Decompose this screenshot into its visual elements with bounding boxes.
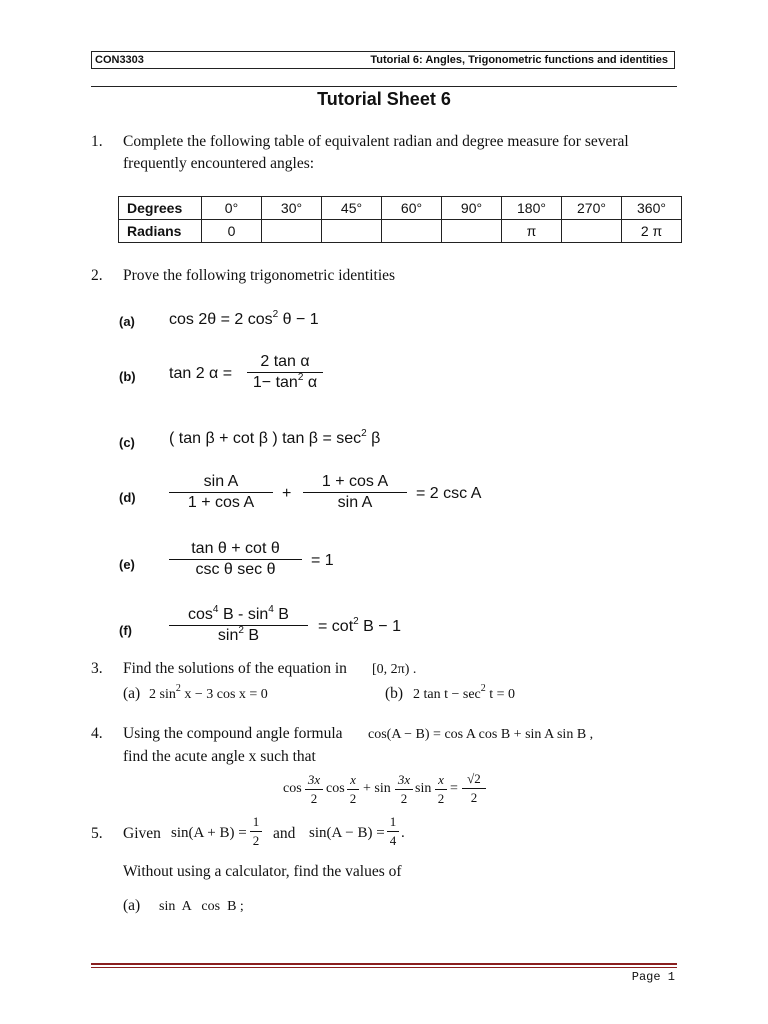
- q5a-expression: sin A cos B ;: [159, 899, 244, 914]
- q2c-label: (c): [119, 435, 135, 450]
- q4-rhs-fraction: √2 2: [462, 771, 486, 806]
- rad-cell: [562, 220, 622, 243]
- footer-rule-thin: [91, 967, 677, 968]
- q4-frac2: x 2: [347, 772, 359, 807]
- radians-row: [119, 220, 682, 243]
- q3a-expression: 2 $\sin^2 x - 3$ cos x = 0: [149, 683, 268, 702]
- degrees-row: [119, 197, 682, 220]
- q4-equals: =: [450, 781, 458, 796]
- q2b-label: (b): [119, 369, 136, 384]
- deg-cell: 180°: [502, 197, 562, 220]
- angle-table: [118, 196, 682, 243]
- q2d-rhs: = 2 csc A: [416, 485, 482, 502]
- q2-text: Prove the following trigonometric identities: [123, 267, 396, 284]
- q2c-expression: ( tan β + cot β ) $\tan \beta = \sec^2 \beta$: [169, 428, 381, 447]
- q3-interval: [0, 2π) .: [372, 662, 417, 677]
- rad-cell: [442, 220, 502, 243]
- q2f-label: (f): [119, 623, 132, 638]
- radians-header: Radians: [119, 220, 202, 243]
- q4-number: 4.: [91, 725, 103, 742]
- q4-plus-sin: + sin: [363, 781, 391, 796]
- rad-cell: 0: [202, 220, 262, 243]
- q4-formula: cos(A − B) = cos A cos B + sin A sin B ,: [368, 727, 594, 742]
- q2e-fraction: tan θ + cot θ csc θ sec θ: [169, 540, 302, 579]
- q2-number: 2.: [91, 267, 103, 284]
- q3b-label: (b): [385, 685, 404, 702]
- q5-text2: Without using a calculator, find the values of: [123, 863, 402, 880]
- degrees-header: Degrees: [119, 197, 202, 220]
- q2d-label: (d): [119, 490, 136, 505]
- deg-cell: 90°: [442, 197, 502, 220]
- q4-cos2: cos: [326, 781, 345, 796]
- q3-text: Find the solutions of the equation in: [123, 660, 347, 677]
- q4-frac1: 3x 2: [305, 772, 323, 807]
- q4-frac4: x 2: [435, 772, 447, 807]
- deg-cell: 60°: [382, 197, 442, 220]
- footer-rule-thick: [91, 963, 677, 965]
- q3a-label: (a): [123, 685, 141, 702]
- q4-frac3: 3x 2: [395, 772, 413, 807]
- q5-period: .: [401, 825, 405, 841]
- q2b-fraction: 2 tan α $1- \tan^2 \alpha$: [247, 353, 323, 392]
- rad-cell: [262, 220, 322, 243]
- q3b-expression: 2 $\tan t - \sec^2 t = 0$: [413, 683, 516, 702]
- page-title: Tutorial Sheet 6: [317, 89, 451, 109]
- q5-expr1: sin(A + B) =: [171, 825, 247, 841]
- q5-number: 5.: [91, 825, 103, 842]
- deg-cell: 270°: [562, 197, 622, 220]
- q5-expr2: sin(A − B) =: [309, 825, 385, 841]
- q2e-rhs: = 1: [311, 552, 334, 569]
- deg-cell: 45°: [322, 197, 382, 220]
- q1-number: 1.: [91, 133, 103, 150]
- q3-number: 3.: [91, 660, 103, 677]
- page-number: Page 1: [631, 970, 675, 984]
- rad-cell: π: [502, 220, 562, 243]
- course-code: CON3303: [95, 54, 144, 66]
- q5-and: and: [273, 825, 296, 842]
- rad-cell: 2 π: [622, 220, 682, 243]
- q2a-expression: cos 2θ = 2 $\cos^2 \theta - 1$: [169, 309, 319, 328]
- q5-frac2: 1 4: [387, 814, 399, 849]
- q4-cos1: cos: [283, 781, 302, 796]
- deg-cell: 0°: [202, 197, 262, 220]
- q2b-lhs: tan 2 α =: [169, 365, 233, 382]
- header-rule: [91, 86, 677, 87]
- deg-cell: 30°: [262, 197, 322, 220]
- q4-sin2: sin: [415, 781, 432, 796]
- rad-cell: [322, 220, 382, 243]
- q2d-fraction-2: 1 + cos A sin A: [303, 473, 407, 512]
- q5a-label: (a): [123, 897, 141, 914]
- tutorial-heading: Tutorial 6: Angles, Trigonometric functions and identities: [370, 54, 668, 66]
- deg-cell: 360°: [622, 197, 682, 220]
- q2a-label: (a): [119, 314, 135, 329]
- q2f-rhs: = $\cot^2 B - 1$: [318, 616, 401, 635]
- q5-frac1: 1 2: [250, 814, 262, 849]
- q5-given: Given: [123, 825, 161, 842]
- q2d-fraction-1: sin A 1 + cos A: [169, 473, 273, 512]
- q2d-plus: +: [282, 485, 292, 502]
- q2f-fraction: $\cos^4 B - \sin^4 B$ $\sin^2 B$: [169, 606, 308, 645]
- q2e-label: (e): [119, 557, 135, 572]
- rad-cell: [382, 220, 442, 243]
- q4-text2: find the acute angle x such that: [123, 748, 316, 765]
- q4-text: Using the compound angle formula: [123, 725, 343, 742]
- q1-text-line2: frequently encountered angles:: [123, 155, 315, 172]
- header-box: [91, 51, 675, 69]
- q1-text-line1: Complete the following table of equivalent radian and degree measure for several: [123, 133, 629, 150]
